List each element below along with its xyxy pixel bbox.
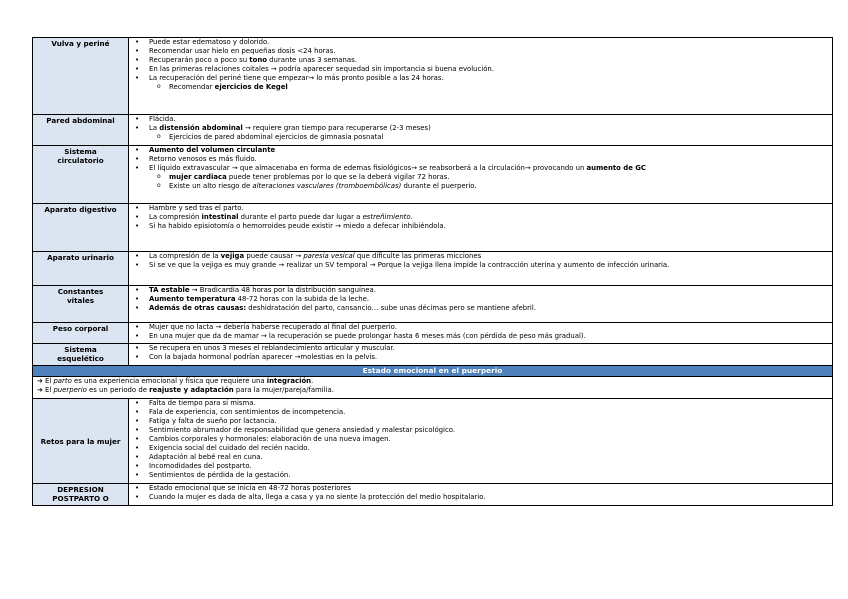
row-label: Aparato digestivo <box>33 204 129 252</box>
row-label: Retos para la mujer <box>33 399 129 484</box>
bullet: • Cambios corporales y hormonales: elaboración de una nueva imagen. <box>131 435 832 444</box>
bullet: • Estado emocional que se inicia en 48-72 horas posteriores <box>131 484 832 493</box>
bullet: • Retorno venosos es más fluido. <box>131 155 832 164</box>
sub-bullet: o Ejercicios de pared abdominal ejercicios de gimnasia posnatal <box>131 133 832 142</box>
row-label: Sistema circulatorio <box>33 146 129 204</box>
arrow-line: ➔ El puerperio es un periodo de reajuste y adaptación para la mujer/pareja/familia. <box>37 386 334 395</box>
bullet: • Se recupera en unos 3 meses el reblandecimiento articular y muscular. <box>131 344 832 353</box>
row-label: Constantes vitales <box>33 286 129 323</box>
notes-page <box>32 37 833 506</box>
row-urinario <box>33 252 833 286</box>
row-label: Peso corporal <box>33 323 129 344</box>
bullet: • Si ha habido episiotomía o hemorroides peude existir → miedo a defecar inhibiéndola. <box>131 222 832 231</box>
bullet: • La compresión de la vejiga puede causar → paresia vesical que dificulte las primeras micciones <box>131 252 832 261</box>
bullet: • Exigencia social del cuidado del recién nacido. <box>131 444 832 453</box>
bullet: • TA estable → Bradicardia 48 horas por la distribución sanguínea. <box>131 286 832 295</box>
bullet: • Fatiga y falta de sueño por lactancia. <box>131 417 832 426</box>
intro-row <box>33 377 833 399</box>
bullet: • Incomodidades del postparto. <box>131 462 832 471</box>
bullet: • Con la bajada hormonal podrían aparecer →molestias en la pelvis. <box>131 353 832 362</box>
bullet: • Adaptación al bebé real en cuna. <box>131 453 832 462</box>
row-label: Aparato urinario <box>33 252 129 286</box>
puerperium-table <box>32 37 833 506</box>
bullet: • El líquido extravascular → que almacenaba en forma de edemas fisiológicos→ se reabsorberá a la circulación→ provocando un aumento de GC <box>131 164 832 173</box>
row-retos <box>33 399 833 484</box>
bullet: • Hambre y sed tras el parto. <box>131 204 832 213</box>
bullet: • En una mujer que da de mamar → la recuperación se puede prolongar hasta 6 meses más (con pérdida de peso más gradual). <box>131 332 832 341</box>
bullet: • Puede estar edematoso y dolorido. <box>131 38 832 47</box>
bullet: • Fala de experiencia, con sentimientos de incompetencia. <box>131 408 832 417</box>
bullet: • La distensión abdominal → requiere gran tiempo para recuperarse (2-3 meses) <box>131 124 832 133</box>
row-digestivo <box>33 204 833 252</box>
row-label: Sistema esquelético <box>33 344 129 366</box>
section-header-row <box>33 366 833 377</box>
row-peso <box>33 323 833 344</box>
bullet: • Además de otras causas: deshidratación del parto, cansancio… sube unas décimas pero se mantiene afebril. <box>131 304 832 313</box>
bullet: • Sentimientos de pérdida de la gestación. <box>131 471 832 480</box>
row-pared <box>33 115 833 146</box>
row-vulva <box>33 38 833 115</box>
row-esqueletico <box>33 344 833 366</box>
row-constantes <box>33 286 833 323</box>
bullet: • En las primeras relaciones coitales → podría aparecer sequedad sin importancia si buena evolución. <box>131 65 832 74</box>
row-label: Pared abdominal <box>33 115 129 146</box>
bullet: • Sentimiento abrumador de responsabilidad que genera ansiedad y malestar psicológico. <box>131 426 832 435</box>
bullet: • Falta de tiempo para sí misma. <box>131 399 832 408</box>
bullet: • Si se ve que la vejiga es muy grande → realizar un SV temporal → Porque la vejiga llena impide la contracción uterina y aumento de infección urinaria. <box>131 261 832 270</box>
bullet: • Recomendar usar hielo en pequeñas dosis <24 horas. <box>131 47 832 56</box>
sub-bullet: o mujer cardiaca puede tener problemas por lo que se la deberá vigilar 72 horas. <box>131 173 832 182</box>
bullet: • Flácida. <box>131 115 832 124</box>
bullet: • La compresión intestinal durante el parto puede dar lugar a estreñimiento. <box>131 213 832 222</box>
row-label: DEPRESION POSTPARTO O <box>33 484 129 506</box>
row-circulatorio <box>33 146 833 204</box>
arrow-line: ➔ El parto es una experiencia emocional y física que requiere una integración. <box>37 377 314 385</box>
bullet: • Mujer que no lacta → debería haberse recuperado al final del puerperio. <box>131 323 832 332</box>
section-header: Estado emocional en el puerperio <box>33 366 833 377</box>
bullet: • La recuperación del periné tiene que empezar→ lo más pronto posible a las 24 horas. <box>131 74 832 83</box>
sub-bullet: o Recomendar ejercicios de Kegel <box>131 83 832 92</box>
row-depresion <box>33 484 833 506</box>
row-label: Vulva y periné <box>33 38 129 115</box>
sub-bullet: o Existe un alto riesgo de alteraciones vasculares (tromboembólicas) durante el puerperio. <box>131 182 832 191</box>
bullet: • Recuperarán poco a poco su tono durante unas 3 semanas. <box>131 56 832 65</box>
bullet: • Aumento del volumen circulante <box>131 146 832 155</box>
bullet: • Cuando la mujer es dada de alta, llega a casa y ya no siente la protección del medio hospitalario. <box>131 493 832 502</box>
bullet: • Aumento temperatura 48-72 horas con la subida de la leche. <box>131 295 832 304</box>
